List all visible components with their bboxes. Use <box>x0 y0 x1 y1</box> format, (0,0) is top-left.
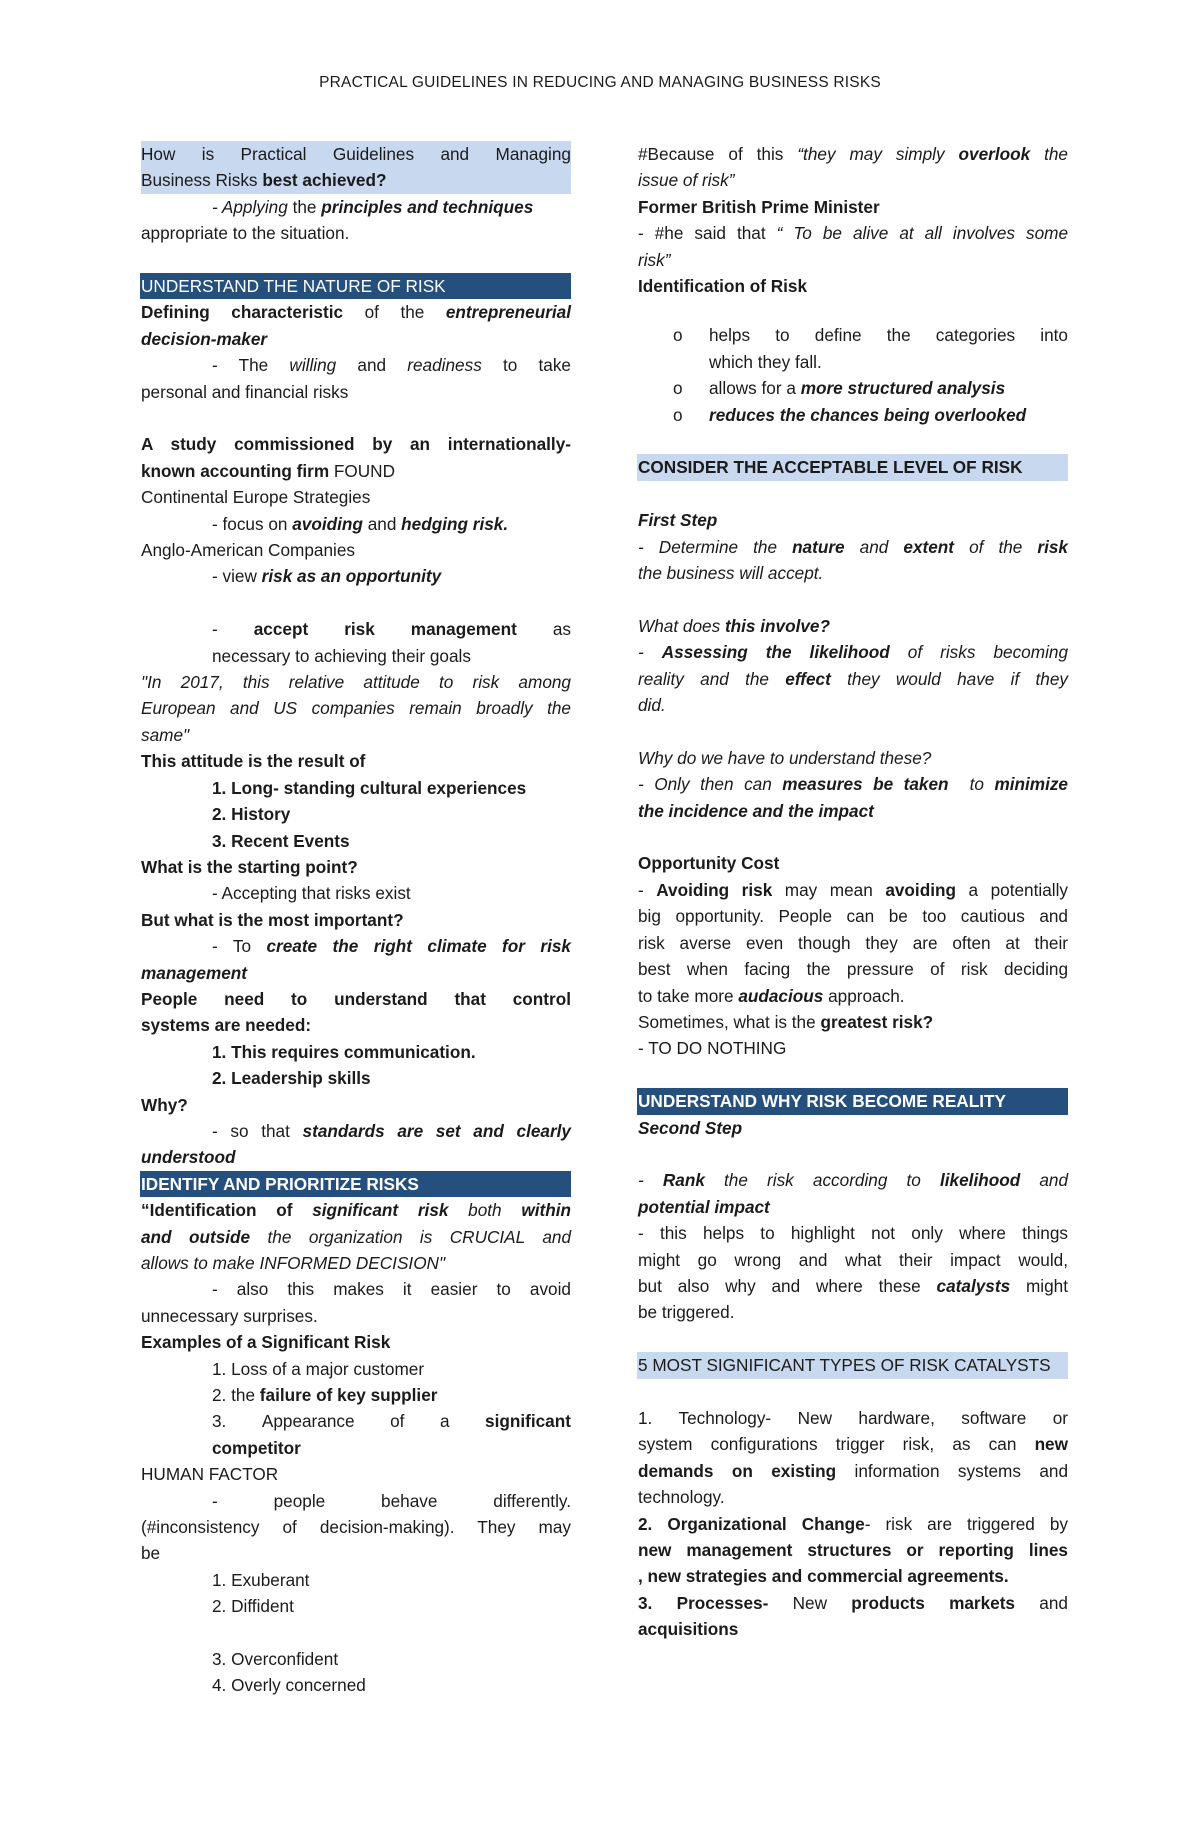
question-best-achieved: How is Practical Guidelines and Managing Business Risks best achieved? <box>141 141 571 194</box>
opportunity-cost-label: Opportunity Cost <box>638 853 780 874</box>
right-column: #Because of this “they may simply overlook the issue of risk” Former British Prime Minister - #he said that “ To be alive at all involves some risk” Identification of Risk o helps to define the categories into which they fall. o allows for a more structured analysis o reduces the chances being overlooked CONSIDER THE ACCEPTABLE LEVEL OF RISK First Step - Determine the nature and extent of the risk the business will accept. What does this involve? - Assessing the likelihood of risks becoming reality and the effect they would have if they did. Why do we have to understand these? - Only then can measures be taken to minimize the incidence and the impact Opportunity Cost - Avoiding risk may mean avoiding a potentially big opportunity. People can be too cautious and risk averse even though they are often at their best when facing the pressure of risk deciding to take more audacious approach. Sometimes, what is the greatest risk? - TO DO NOTHING UNDERSTAND WHY RISK BECOME REALITY Second Step - Rank the risk according to likelihood and potential impact - this helps to highlight not only where things might go wrong and what their impact would, but also why and where these catalysts might be triggered. 5 MOST SIGNIFICANT TYPES OF RISK CATALYSTS 1. Technology- New hardware, software or system configurations trigger risk, as can new demands on existing information systems and technology. 2. Organizational Change- risk are triggered by new management structures or reporting lines , new strategies and commercial agreements. 3. Processes- New products markets and acquisitions <box>638 141 1068 1643</box>
attitude-item: 2. History <box>212 804 291 825</box>
examples-label: Examples of a Significant Risk <box>141 1332 391 1353</box>
defining-characteristic: Defining characteristic of the entrepreneurial decision-maker <box>141 302 571 349</box>
page-header: PRACTICAL GUIDELINES IN REDUCING AND MANAGING BUSINESS RISKS <box>319 74 881 91</box>
starting-point-answer: - Accepting that risks exist <box>212 883 411 904</box>
avoid-surprises: - also this makes it easier to avoid <box>212 1279 571 1300</box>
anglo-american-text: - view risk as an opportunity <box>212 566 442 587</box>
bullet-circle-icon: o <box>673 404 683 425</box>
willing-readiness: - The willing and readiness to take <box>212 355 571 376</box>
starting-point-question: What is the starting point? <box>141 856 358 877</box>
identification-quote: “Identification of significant risk both within and outside the organization is CRUCIAL and allows to make INFORMED DECISION" <box>141 1200 572 1273</box>
understand-answer: - Only then can measures be taken to minimize the incidence and the impact <box>638 774 1068 821</box>
human-factor-label: HUMAN FACTOR <box>141 1464 279 1485</box>
bullet-item: o helps to define the categories into <box>638 322 1068 348</box>
first-step-label: First Step <box>638 510 718 531</box>
understand-question: Why do we have to understand these? <box>638 747 932 768</box>
people-item: 1. This requires communication. <box>212 1041 476 1062</box>
anglo-american-label: Anglo-American Companies <box>141 540 355 561</box>
decision-type-item: 2. Diffident <box>212 1596 294 1617</box>
people-item: 2. Leadership skills <box>212 1068 371 1089</box>
accept-risk-management: - accept risk management as <box>212 619 571 640</box>
example-item: 2. the failure of key supplier <box>212 1385 438 1406</box>
left-column: How is Practical Guidelines and Managing Business Risks best achieved? - Applying the principles and techniques appropriate to the situation. UNDERSTAND THE NATURE OF RISK Defining characteristic of the entrepreneurial decision-maker - The willing and readiness to take personal and financial risks A study commissioned by an internationally- known accounting firm FOUND Continental Europe Strategies - focus on avoiding and hedging risk. Anglo-American Companies - view risk as an opportunity - accept risk management as necessary to achieving their goals "In 2017, this relative attitude to risk among European and US companies remain broadly the same" This attitude is the result of 1. Long- standing cultural experiences 2. History 3. Recent Events What is the starting point? - Accepting that risks exist But what is the most important? - To create the right climate for risk management People need to understand that control systems are needed: 1. This requires communication. 2. Leadership skills Why? - so that standards are set and clearly understood IDENTIFY AND PRIORITIZE RISKS “Identification of significant risk both within and outside the organization is CRUCIAL and allows to make INFORMED DECISION" - also this makes it easier to avoid unnecessary surprises. Examples of a Significant Risk 1. Loss of a major customer 2. the failure of key supplier 3. Appearance of a significant competitor HUMAN FACTOR - people behave differently. (#inconsistency of decision-making). They may be 1. Exuberant 2. Diffident 3. Overconfident 4. Overly concerned <box>141 141 571 1699</box>
catalyst-organizational-change: 2. Organizational Change- risk are triggered by new management structures or reporting lines , new strategies and commercial agreements. <box>638 1513 1068 1587</box>
involve-question: What does this involve? <box>638 615 830 636</box>
bullet-circle-icon: o <box>673 378 683 399</box>
opportunity-cost-text: - Avoiding risk may mean avoiding a potentially big opportunity. People can be too cautious and risk averse even though they are often at their best when facing the pressure of risk deciding to take more audacious approach. Sometimes, what is the greatest risk? - TO DO NOTHING <box>638 879 1068 1059</box>
attitude-item: 1. Long- standing cultural experiences <box>212 777 527 798</box>
prime-minister-quote: - #he said that “ To be alive at all involves some risk” <box>638 223 1069 270</box>
attitude-item: 3. Recent Events <box>212 830 350 851</box>
study-paragraph: A study commissioned by an internationally- known accounting firm FOUND <box>141 434 571 481</box>
example-item: 1. Loss of a major customer <box>212 1358 425 1379</box>
example-item: 3. Appearance of a significant <box>212 1411 571 1432</box>
second-step-label: Second Step <box>638 1117 743 1138</box>
section-heading-acceptable-level: CONSIDER THE ACCEPTABLE LEVEL OF RISK <box>637 454 1068 480</box>
people-need-control: People need to understand that control systems are needed: <box>141 988 571 1036</box>
quote-2017: "In 2017, this relative attitude to risk among European and US companies remain broadly the same" <box>141 672 571 745</box>
answer-applying: - Applying the principles and techniques <box>212 196 534 217</box>
why-answer: - so that standards are set and clearly <box>212 1120 571 1141</box>
why-question: Why? <box>141 1094 188 1115</box>
identification-of-risk-label: Identification of Risk <box>638 276 808 297</box>
bullet-item: o reduces the chances being overlooked <box>638 402 1068 428</box>
first-step-text: - Determine the nature and extent of the risk the business will accept. <box>638 536 1068 584</box>
human-factor-text: - people behave differently. <box>212 1490 571 1511</box>
prime-minister-label: Former British Prime Minister <box>638 196 880 217</box>
most-important-question: But what is the most important? <box>141 909 404 930</box>
continental-europe-label: Continental Europe Strategies <box>141 487 371 508</box>
attitude-label: This attitude is the result of <box>141 751 366 772</box>
bullet-item: o allows for a more structured analysis <box>638 375 1068 401</box>
second-step-text: - Rank the risk according to likelihood and potential impact - this helps to highlight not only where things might go wrong and what their impact would, but also why and where these catalysts might be triggered. <box>638 1170 1069 1323</box>
decision-type-item: 4. Overly concerned <box>212 1675 366 1696</box>
catalyst-technology: 1. Technology- New hardware, software or system configurations trigger risk, as can new demands on existing information systems and technology. <box>638 1407 1068 1508</box>
section-heading-risk-reality: UNDERSTAND WHY RISK BECOME REALITY <box>637 1088 1068 1114</box>
because-quote: #Because of this “they may simply overlook the issue of risk” <box>638 144 1068 191</box>
involve-answer: - Assessing the likelihood of risks becoming reality and the effect they would have if they did. <box>638 642 1068 716</box>
decision-type-item: 3. Overconfident <box>212 1649 339 1670</box>
decision-type-item: 1. Exuberant <box>212 1569 310 1590</box>
catalyst-processes: 3. Processes- New products markets and acquisitions <box>638 1592 1068 1640</box>
section-heading-identify-prioritize: IDENTIFY AND PRIORITIZE RISKS <box>140 1171 571 1197</box>
continental-europe-text: - focus on avoiding and hedging risk. <box>212 513 509 534</box>
bullet-circle-icon: o <box>673 325 683 346</box>
most-important-answer: - To create the right climate for risk <box>212 936 571 957</box>
section-heading-nature-of-risk: UNDERSTAND THE NATURE OF RISK <box>140 273 571 299</box>
section-heading-risk-catalysts: 5 MOST SIGNIFICANT TYPES OF RISK CATALYSTS <box>637 1352 1068 1378</box>
